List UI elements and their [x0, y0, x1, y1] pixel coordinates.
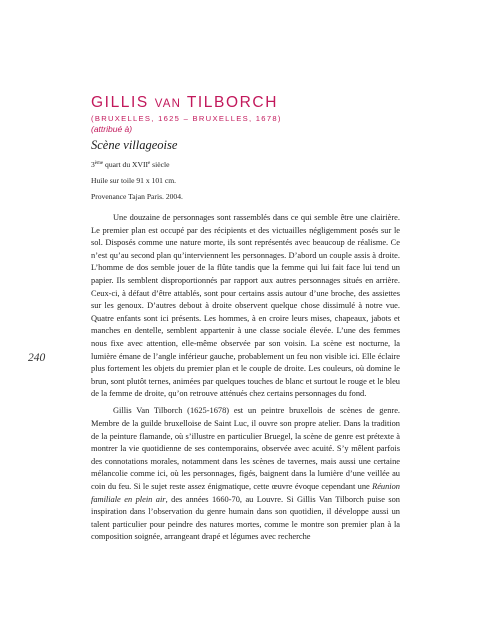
century-end: siècle: [150, 160, 170, 169]
artist-name: [91, 94, 282, 113]
work-dating: [91, 160, 169, 169]
related-artwork-title: Réunion familiale en plein air: [91, 481, 400, 504]
artist-header: [91, 94, 282, 134]
attribution-note: (attribué à): [91, 124, 133, 134]
century-ordinal-suffix: ème: [94, 161, 104, 166]
essay-paragraph-2-part-a: Gillis Van Tilborch (1625-1678) est un peintre bruxellois de scènes de genre. Membre de la guilde bruxelloise de Saint Luc, il ouvre son propre atelier. Dans la tradition de la peinture flamande, où s’illustre en particulier Bruegel, la scène de genre est prétexte à montrer la vie quotidienne de ses contemporains, observée avec acuité. S’y mêlent parfois des connotations morales, notamment dans les scènes de tavernes, mais aussi une certaine mélancolie comme ici, où les personnages, figés, baignent dans la lumière d’une veillée au coin du feu. Si le sujet reste assez énigmatique, cette œuvre évoque cependant une: [91, 406, 400, 491]
artist-particle: VAN: [154, 98, 182, 110]
work-provenance: Provenance Tajan Paris. 2004.: [91, 192, 183, 201]
century-ordinal: 3: [91, 160, 95, 169]
century-suffix: e: [148, 161, 151, 166]
work-medium: Huile sur toile 91 x 101 cm.: [91, 176, 176, 185]
essay-paragraph-2-part-b: , des années 1660-70, au Louvre. Si Gillis Van Tilborch puise son inspiration dans l’observation du genre humain dans son quotidien, il développe aussi un talent particulier pour peindre des natures mortes, comme le montre son premier plan à la composition soignée, arrangeant drapé et légumes avec recherche: [91, 494, 400, 542]
artist-surname: TILBORCH: [186, 94, 278, 111]
page-number: 240: [28, 352, 46, 364]
essay-paragraph-2: [91, 405, 400, 544]
essay-text: [91, 212, 400, 548]
century-mid: quart du XVII: [103, 160, 149, 169]
artist-given-name: GILLIS: [91, 94, 149, 111]
artist-dates: (BRUXELLES, 1625 – BRUXELLES, 1678): [91, 114, 282, 123]
essay-paragraph-1: Une douzaine de personnages sont rassemblés dans ce qui semble être une clairière. Le premier plan est occupé par des récipients et des victuailles négligemment posés sur le sol. Disposés comme une nature morte, ils sont représentés avec beaucoup de réalisme. Ce n’est qu’au second plan qu’interviennent les personnages. D’abord un couple assis à droite. L’homme de dos semble jouer de la flûte tandis que la femme qui lui fait face lui tend un papier. Ils semblent disproportionnés par rapport aux autres personnages situés en arrière. Ceux-ci, à défaut d’être attablés, sont pour certains assis autour d’une broche, des assiettes sur les genoux. D’autres debout à droite observent quelque chose dissimulé à notre vue. Quatre enfants sont ici présents. Les hommes, à en croire leurs mises, chapeaux, jabots et manches en dentelle, semblent appartenir à une classe sociale élevée. L’une des femmes nous fixe avec attention, elle-même observée par son voisin. La scène est nocturne, la lumière émane de l’angle inférieur gauche, probablement un feu non visible ici. Elle éclaire plus fortement les objets du premier plan et le couple de droite. Les couleurs, où domine le brun, sont plutôt ternes, animées par quelques touches de blanc et surtout le rouge et le bleu de la femme de droite, qu’on retrouve atténués chez certains personnages du fond.: [91, 213, 400, 399]
work-title: Scène villageoise: [91, 138, 178, 152]
